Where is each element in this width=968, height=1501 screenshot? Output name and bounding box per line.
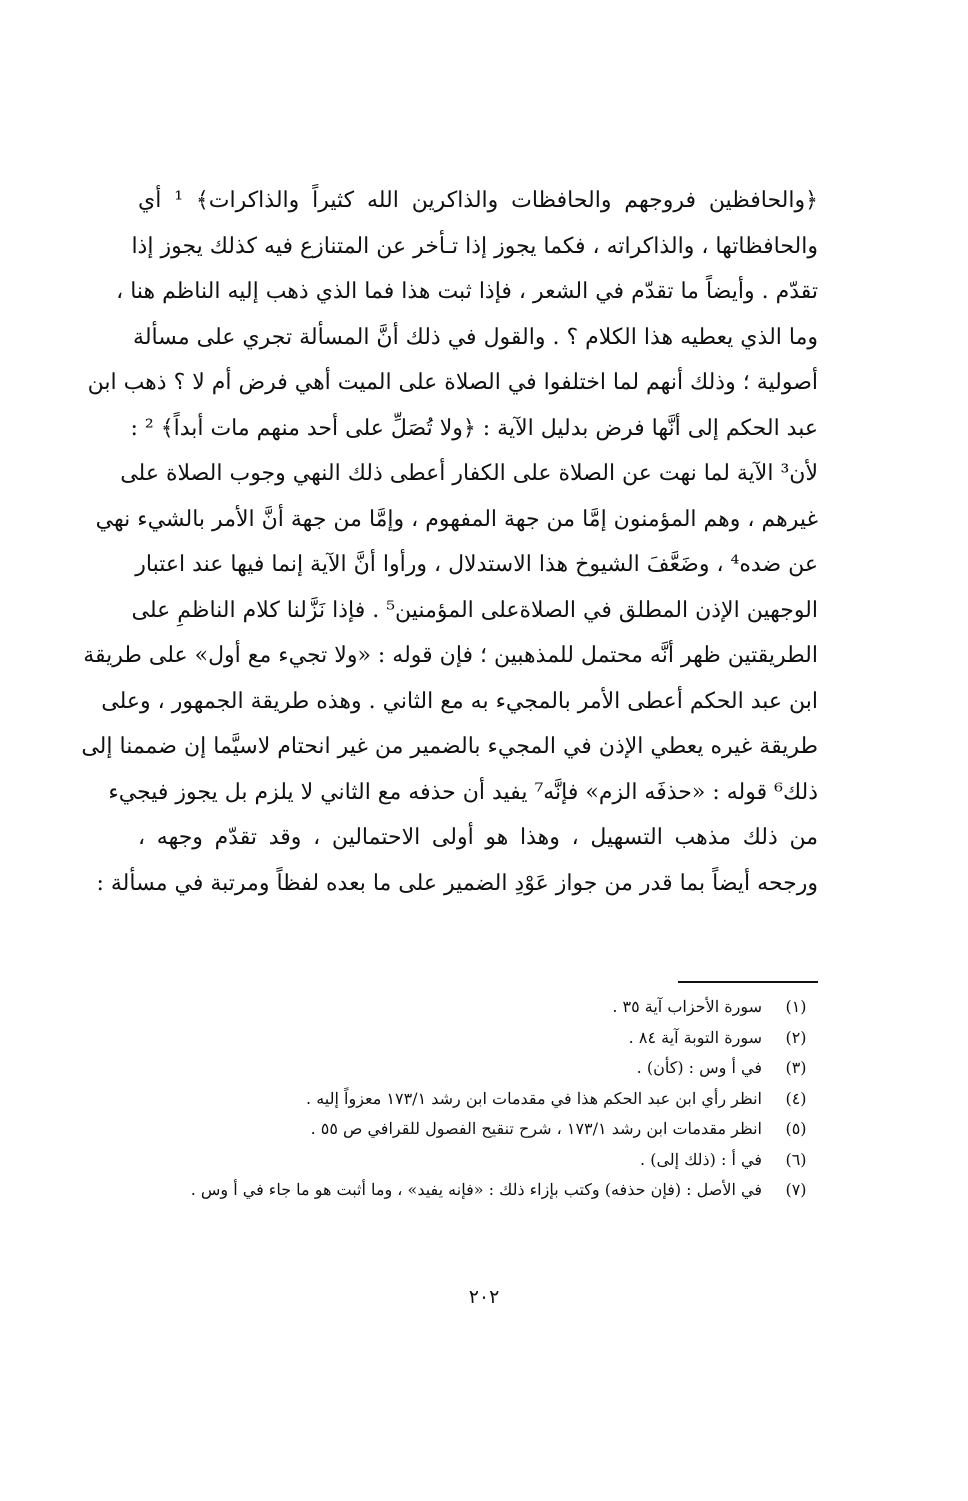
text-line: ورجحه أيضاً بما قدر من جواز عَوْدِ الضمير على ما بعده لفظاً ومرتبة في مسألة : [96,870,818,896]
text-line: عن ضده⁴ ، وضَعَّفَ الشيوخ هذا الاستدلال ، ورأوا أنَّ الآية إنما فيها عند اعتبار [135,552,818,577]
text-line: وما الذي يعطيه هذا الكلام ؟ . والقول في ذلك أنَّ المسألة تجري على مسألة [133,324,818,350]
text-line: تقدّم . وأيضاً ما تقدّم في الشعر ، فإذا ثبت هذا فما الذي ذهب إليه الناظم هنا ، [116,279,818,304]
footnote-text: انظر رأي ابن عبد الحكم هذا في مقدمات ابن رشد ١٧٣/١ معزواً إليه . [306,1088,762,1108]
footnote-number: (٦) [785,1149,807,1169]
footnote-text: في أ وس : (كأن) . [636,1058,762,1077]
footnote-number: (٥) [785,1119,807,1138]
footnote-item [138,1084,818,1115]
text-line: ذلك⁶ قوله : «حذفَه الزم» فإنَّه⁷ يفيد أن حذفه مع الثاني لا يلزم بل يجوز فيجيء [108,779,818,805]
text-line: أصولية ؛ وذلك أنهم لما اختلفوا في الصلاة على الميت أهي فرض أم لا ؟ ذهب ابن [87,370,818,395]
footnote-text: سورة الأحزاب آية ٣٥ . [612,997,762,1016]
footnotes [138,992,818,1206]
footnote-text: في الأصل : (فإن حذفه) وكتب بإزاء ذلك : «فإنه يفيد» ، وما أثبت هو ما جاء في أ وس . [190,1180,762,1199]
footnote-item [138,1053,818,1084]
text-line: غيرهم ، وهم المؤمنون إمَّا من جهة المفهوم ، وإمَّا من جهة أنَّ الأمر بالشيء نهي [95,506,818,532]
footnote-item [138,1145,818,1176]
footnote-text: انظر مقدمات ابن رشد ١٧٣/١ ، شرح تنقيح الفصول للقرافي ص ٥٥ . [310,1119,762,1138]
footnote-separator [678,981,818,983]
text-line: من ذلك مذهب التسهيل ، وهذا هو أولى الاحتمالين ، وقد تقدّم وجهه ، [138,825,818,850]
text-line: ﴿والحافظين فروجهم والحافظات والذاكرين الله كثيراً والذاكرات﴾ ¹ أي [138,188,818,213]
text-line: والحافظاتها ، والذاكراته ، فكما يجوز إذا تـأخر عن المتنازع فيه كذلك يجوز إذا [131,233,818,259]
footnote-number: (٧) [785,1180,807,1199]
text-line: ابن عبد الحكم أعطى الأمر بالمجيء به مع الثاني . وهذه طريقة الجمهور ، وعلى [101,688,818,714]
footnote-item [138,1114,818,1145]
footnote-number: (٢) [785,1027,807,1047]
footnote-text: في أ : (ذلك إلى) . [640,1149,762,1169]
footnote-number: (٤) [785,1088,807,1108]
page-number: ٢٠٢ [468,1286,500,1308]
footnote-text: سورة التوبة آية ٨٤ . [628,1027,762,1047]
text-line: لأن³ الآية لما نهت عن الصلاة على الكفار أعطى ذلك النهي وجوب الصلاة على [120,461,818,486]
text-line: الوجهين الإذن المطلق في الصلاةعلى المؤمنين⁵ . فإذا نَزَّلنا كلام الناظمِ على [131,597,818,623]
footnote-number: (١) [785,997,807,1016]
footnote-number: (٣) [785,1058,807,1077]
main-text [81,178,818,906]
footnote-item [138,1175,818,1206]
text-line: طريقة غيره يعطي الإذن في المجيء بالضمير من غير انحتام لاسيَّما إن ضممنا إلى [81,734,818,759]
footnote-item [138,992,818,1023]
text-line: عبد الحكم إلى أنَّها فرض بدليل الآية : ﴿ولا تُصَلِّ على أحد منهم مات أبداً﴾ ² : [130,415,818,441]
text-line: الطريقتين ظهر أنَّه محتمل للمذهبين ؛ فإن قوله : «ولا تجيء مع أول» على طريقة [83,643,818,668]
footnote-item [138,1023,818,1054]
